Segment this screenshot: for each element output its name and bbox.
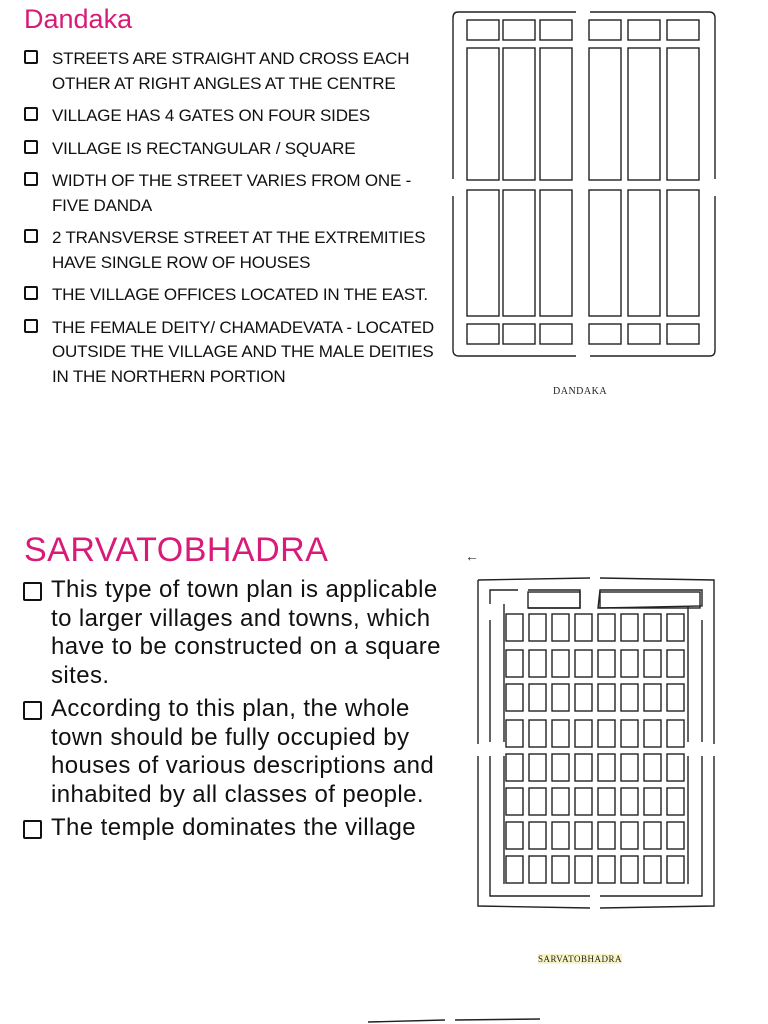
checkbox-bullet-icon	[23, 582, 42, 601]
sarvatobhadra-bullet-list	[23, 576, 453, 846]
house-block	[621, 684, 638, 711]
outer-wall	[453, 12, 715, 356]
house-block	[644, 754, 661, 781]
house-block	[552, 614, 569, 641]
list-item	[24, 226, 444, 275]
house-block	[667, 614, 684, 641]
house-block	[575, 614, 592, 641]
checkbox-bullet-icon	[24, 107, 38, 121]
house-block	[598, 614, 615, 641]
house-block	[667, 788, 684, 815]
list-item	[24, 137, 444, 162]
house-block	[667, 48, 699, 180]
house-block	[628, 324, 660, 344]
house-block	[575, 856, 592, 883]
house-block	[503, 324, 535, 344]
house-block	[529, 754, 546, 781]
house-block	[621, 614, 638, 641]
house-block	[529, 788, 546, 815]
house-block	[506, 650, 523, 677]
list-item	[23, 814, 453, 843]
house-block	[667, 20, 699, 40]
house-block	[644, 788, 661, 815]
checkbox-bullet-icon	[24, 286, 38, 300]
bullet-text: 2 TRANSVERSE STREET AT THE EXTREMITIES HAVE SINGLE ROW OF HOUSES	[52, 228, 426, 272]
house-block	[621, 856, 638, 883]
house-block	[503, 48, 535, 180]
inner-frame	[490, 590, 702, 896]
house-block	[598, 720, 615, 747]
checkbox-bullet-icon	[23, 820, 42, 839]
bullet-text: STREETS ARE STRAIGHT AND CROSS EACH OTHER AT RIGHT ANGLES AT THE CENTRE	[52, 49, 410, 93]
house-block	[506, 788, 523, 815]
house-block	[529, 684, 546, 711]
house-block	[575, 684, 592, 711]
house-block	[575, 822, 592, 849]
house-block	[506, 684, 523, 711]
sarvatobhadra-title: SARVATOBHADRA	[24, 531, 329, 569]
house-block	[552, 856, 569, 883]
house-block	[529, 720, 546, 747]
bullet-text: According to this plan, the whole town should be fully occupied by houses of various descriptions and inhabited by all classes of people.	[51, 694, 435, 808]
house-block	[598, 856, 615, 883]
checkbox-bullet-icon	[24, 172, 38, 186]
house-block	[621, 650, 638, 677]
house-block	[589, 324, 621, 344]
house-block	[506, 754, 523, 781]
bullet-text: The temple dominates the village	[51, 813, 416, 841]
house-block	[667, 324, 699, 344]
bullet-text: VILLAGE IS RECTANGULAR / SQUARE	[52, 138, 356, 158]
list-item	[23, 576, 453, 691]
house-block	[529, 856, 546, 883]
house-block	[552, 650, 569, 677]
sarvatobhadra-plan-drawing	[470, 574, 720, 914]
house-block	[575, 754, 592, 781]
house-block	[644, 856, 661, 883]
house-block	[552, 684, 569, 711]
house-block	[540, 190, 572, 316]
house-block	[644, 720, 661, 747]
house-block	[628, 20, 660, 40]
house-block	[540, 20, 572, 40]
bullet-text: THE FEMALE DEITY/ CHAMADEVATA - LOCATED OUTSIDE THE VILLAGE AND THE MALE DEITIES IN THE NORTHERN PORTION	[52, 317, 434, 386]
house-block	[467, 190, 499, 316]
house-block	[621, 788, 638, 815]
sarvatobhadra-plan-diagram	[470, 574, 720, 914]
sarvatobhadra-diagram-caption: SARVATOBHADRA	[538, 954, 622, 964]
bullet-text: THE VILLAGE OFFICES LOCATED IN THE EAST.	[52, 285, 428, 304]
house-block	[667, 856, 684, 883]
house-block	[598, 684, 615, 711]
list-item	[23, 695, 453, 810]
house-block	[667, 190, 699, 316]
house-block	[540, 324, 572, 344]
bullet-text: This type of town plan is applicable to larger villages and towns, which have to be constructed on a square sites.	[51, 576, 441, 690]
house-block	[644, 684, 661, 711]
checkbox-bullet-icon	[24, 50, 38, 64]
dandaka-plan-diagram	[448, 4, 720, 364]
house-block	[589, 20, 621, 40]
house-block	[503, 190, 535, 316]
house-block	[552, 754, 569, 781]
list-item	[24, 169, 444, 218]
house-block	[467, 20, 499, 40]
house-block	[529, 650, 546, 677]
house-block	[621, 822, 638, 849]
house-block	[467, 48, 499, 180]
house-block	[667, 754, 684, 781]
list-item	[24, 283, 444, 308]
house-block	[598, 788, 615, 815]
house-block	[598, 822, 615, 849]
house-block	[506, 822, 523, 849]
list-item	[24, 316, 444, 390]
house-block	[529, 822, 546, 849]
house-block	[575, 720, 592, 747]
arrow-left-icon: ←	[465, 548, 479, 564]
dandaka-diagram-caption: DANDAKA	[553, 386, 608, 397]
list-item	[24, 104, 444, 129]
house-block	[598, 754, 615, 781]
house-block	[552, 788, 569, 815]
house-block	[621, 754, 638, 781]
checkbox-bullet-icon	[24, 319, 38, 333]
list-item	[24, 47, 444, 96]
house-block	[528, 592, 580, 608]
house-block	[621, 720, 638, 747]
outer-wall	[478, 578, 714, 908]
bullet-text: VILLAGE HAS 4 GATES ON FOUR SIDES	[52, 106, 371, 125]
house-block	[667, 684, 684, 711]
house-block	[506, 720, 523, 747]
checkbox-bullet-icon	[23, 701, 42, 720]
house-block	[552, 720, 569, 747]
dandaka-bullet-list	[24, 47, 444, 397]
house-block	[575, 650, 592, 677]
house-block	[667, 822, 684, 849]
house-block	[667, 650, 684, 677]
bullet-text: WIDTH OF THE STREET VARIES FROM ONE - FIVE DANDA	[52, 171, 412, 215]
house-block	[644, 614, 661, 641]
checkbox-bullet-icon	[24, 229, 38, 243]
house-block	[628, 190, 660, 316]
house-block	[589, 190, 621, 316]
house-block	[506, 614, 523, 641]
house-block	[628, 48, 660, 180]
dandaka-title: Dandaka	[24, 4, 133, 34]
house-block	[552, 822, 569, 849]
house-block	[589, 48, 621, 180]
house-block	[644, 822, 661, 849]
house-block	[575, 788, 592, 815]
house-block	[667, 720, 684, 747]
house-block	[540, 48, 572, 180]
house-block	[598, 650, 615, 677]
house-block	[503, 20, 535, 40]
house-block	[467, 324, 499, 344]
checkbox-bullet-icon	[24, 140, 38, 154]
house-block	[529, 614, 546, 641]
dandaka-plan-drawing	[448, 4, 720, 364]
house-block	[644, 650, 661, 677]
house-block	[506, 856, 523, 883]
next-diagram-fragment	[360, 1014, 550, 1024]
house-block	[600, 592, 700, 608]
